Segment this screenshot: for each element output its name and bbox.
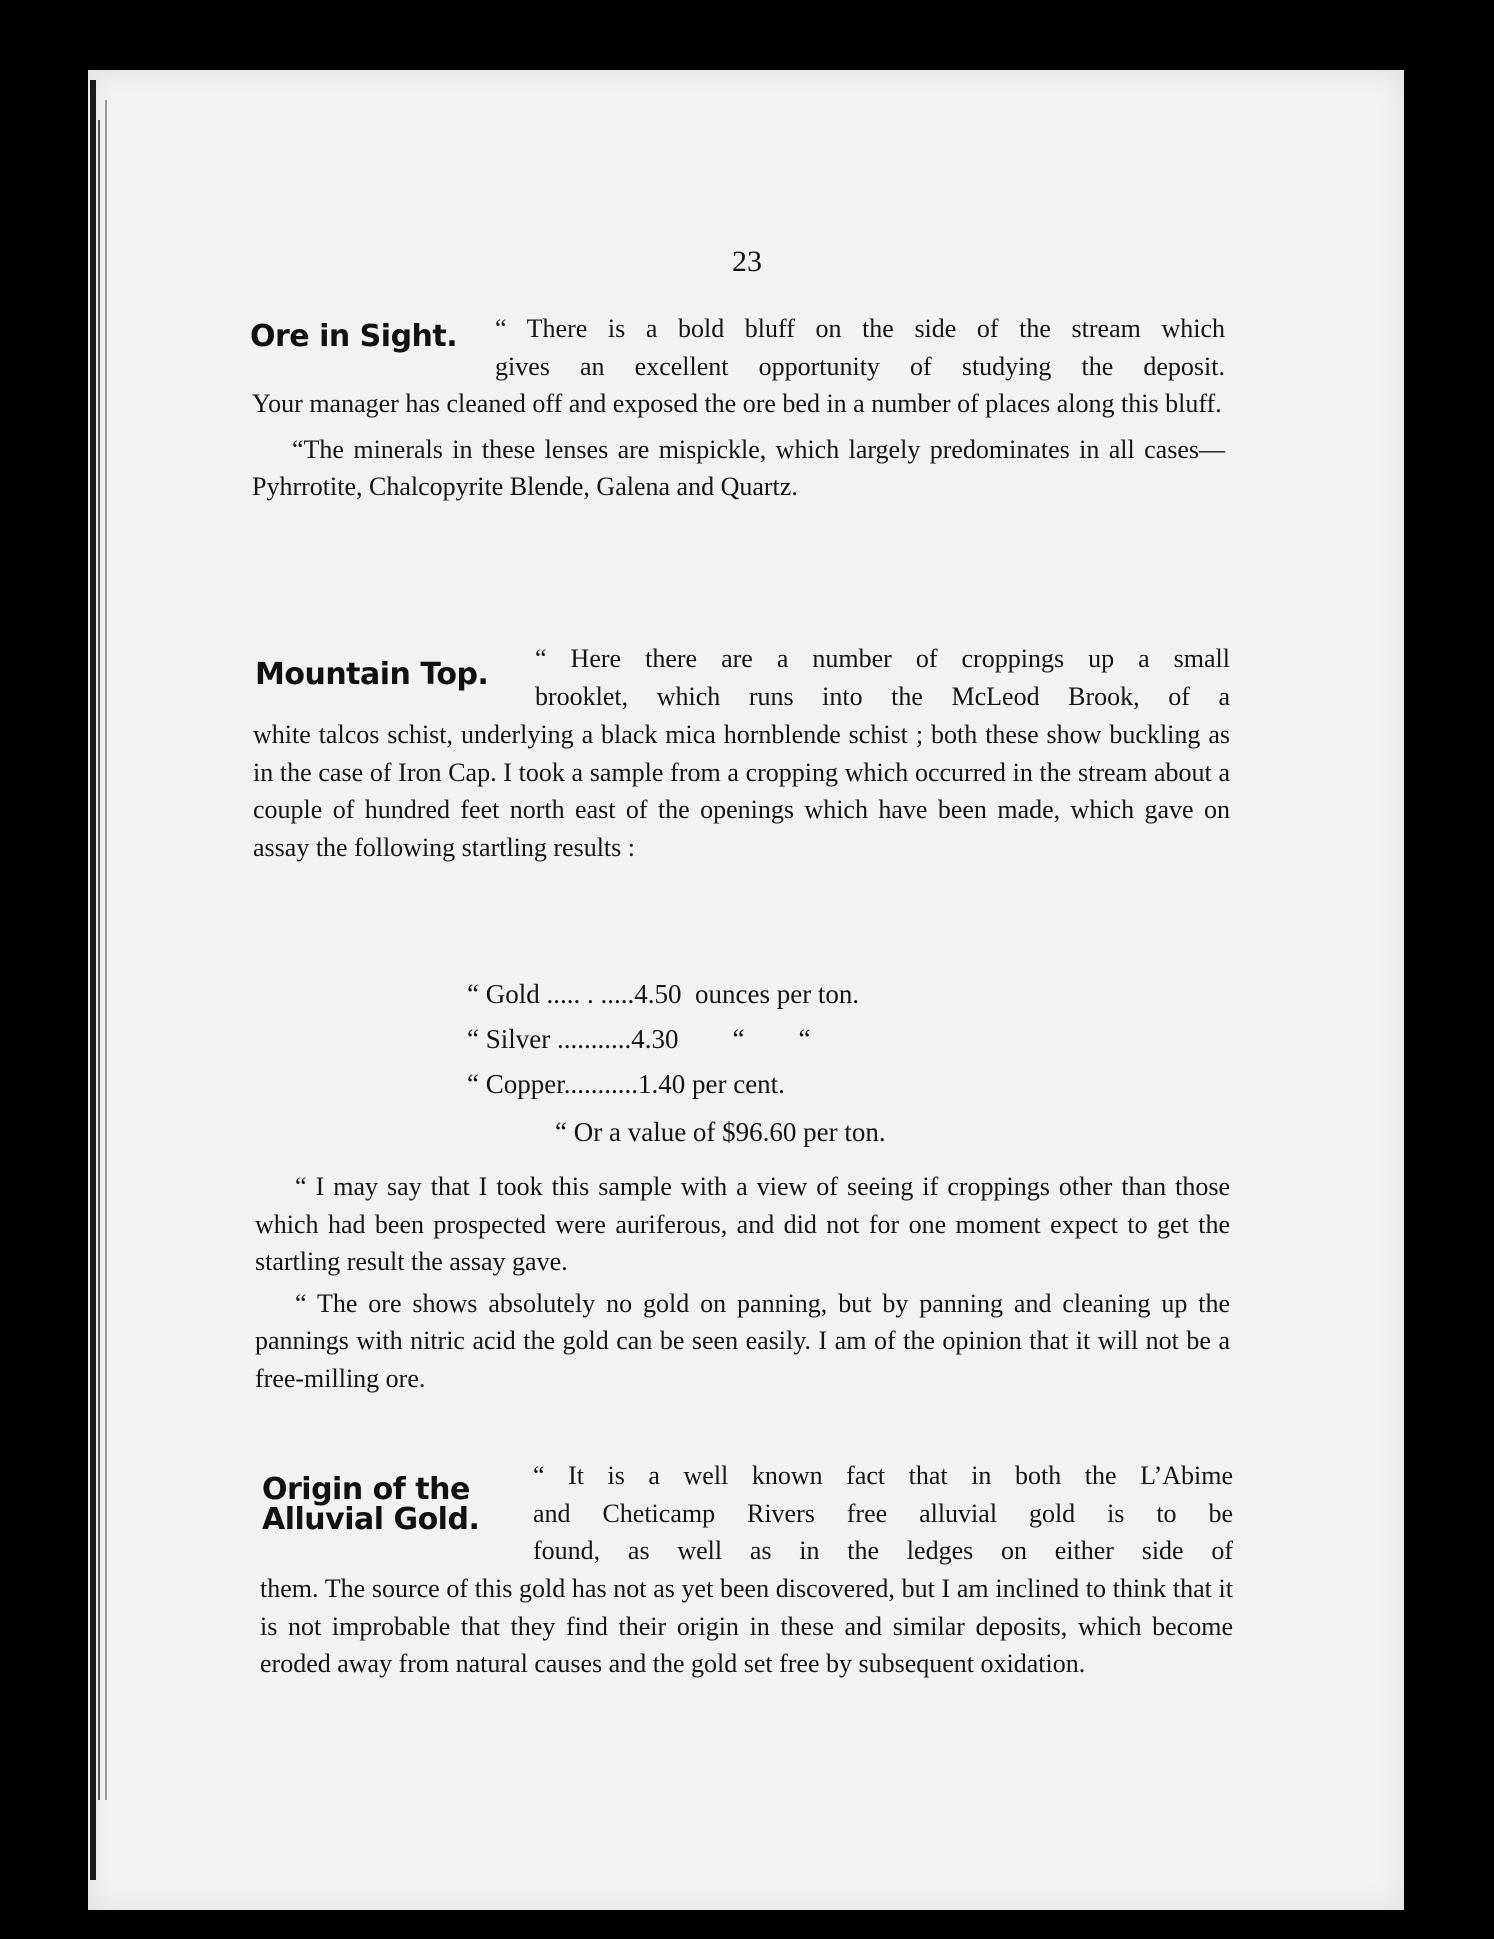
mountain-top-first-lines — [535, 640, 1230, 715]
assay-label: “ Copper — [467, 1069, 564, 1099]
paragraph: Your manager has cleaned off and exposed the ore bed in a number of places along this bluff. — [252, 389, 1222, 418]
section-heading-origin — [262, 1472, 480, 1537]
heading-text: Ore in Sight. — [250, 319, 458, 354]
heading-text: Mountain Top. — [255, 657, 489, 692]
paragraph: them. The source of this gold has not as yet been discovered, but I am inclined to think that it is not improbable that they find their origin in these and similar deposits, which become eroded away from natural causes and the gold set free by subsequent oxidation. — [260, 1574, 1233, 1678]
text-line: “ There is a bold bluff on the side of the stream which — [495, 314, 1225, 343]
assay-value: 4.50 — [634, 979, 682, 1009]
origin-paragraph — [260, 1570, 1233, 1683]
origin-first-lines — [533, 1457, 1233, 1570]
assay-value: 1.40 — [637, 1069, 686, 1099]
paragraph: white talcos schist, underlying a black mica hornblende schist ; both these show buckling as in the case of Iron Cap. I took a sample from a cropping which occurred in the stream about a couple of hundred feet north east of the openings which have been made, which gave on assay the following startling results : — [253, 720, 1230, 862]
assay-label: “ Gold — [467, 979, 540, 1009]
mountain-top-paragraph — [253, 716, 1230, 866]
assay-unit: “ “ — [732, 1024, 811, 1054]
text-line: and Cheticamp Rivers free alluvial gold is to be — [533, 1498, 1233, 1528]
value-text: “ Or a value of $96.60 per ton. — [555, 1117, 886, 1147]
assay-unit: per cent. — [691, 1069, 785, 1099]
text-line: “ Here there are a number of croppings up a small — [535, 644, 1230, 673]
assay-leader: ..... . ..... — [539, 979, 635, 1009]
page-gutter-shadow — [105, 100, 107, 1800]
section-heading-mountain-top — [255, 657, 489, 692]
text-line: found, as well as in the ledges on either side of — [533, 1536, 1233, 1565]
page-gutter-line — [98, 120, 100, 1800]
heading-line: Alluvial Gold. — [262, 1502, 480, 1537]
assay-label: “ Silver — [467, 1024, 551, 1054]
assay-leader: ........... — [563, 1069, 638, 1099]
paragraph: “ I may say that I took this sample with a view of seeing if croppings other than those which had been prospected were auriferous, and did not for one moment expect to get the startling result the assay gave. — [255, 1172, 1230, 1276]
mountain-top-paragraph-2 — [255, 1168, 1230, 1397]
assay-value: 4.30 — [631, 1024, 679, 1054]
heading-line: Origin of the — [262, 1472, 470, 1507]
assay-unit: ounces per ton. — [694, 979, 860, 1009]
ore-in-sight-first-lines — [495, 310, 1225, 385]
text-line: brooklet, which runs into the McLeod Brook, of a — [535, 681, 1230, 711]
ore-in-sight-paragraph — [252, 385, 1225, 506]
text-line: “ It is a well known fact that in both the L’Abime — [533, 1461, 1233, 1490]
paragraph: “ The ore shows absolutely no gold on panning, but by panning and cleaning up the pannings with nitric acid the gold can be seen easily. I am of the opinion that it will not be a free-milling ore. — [255, 1288, 1230, 1393]
assay-value-line — [528, 1086, 886, 1179]
section-heading-ore-in-sight — [250, 319, 458, 354]
page-gutter-edge — [90, 80, 96, 1880]
page-number: 23 — [732, 245, 762, 278]
paragraph: “The minerals in these lenses are mispickle, which largely predominates in all cases—Pyhrrotite, Chalcopyrite Blende, Galena and Quartz. — [252, 434, 1225, 501]
assay-leader: ........... — [550, 1024, 632, 1054]
text-line: gives an excellent opportunity of studying the deposit. — [495, 351, 1225, 381]
